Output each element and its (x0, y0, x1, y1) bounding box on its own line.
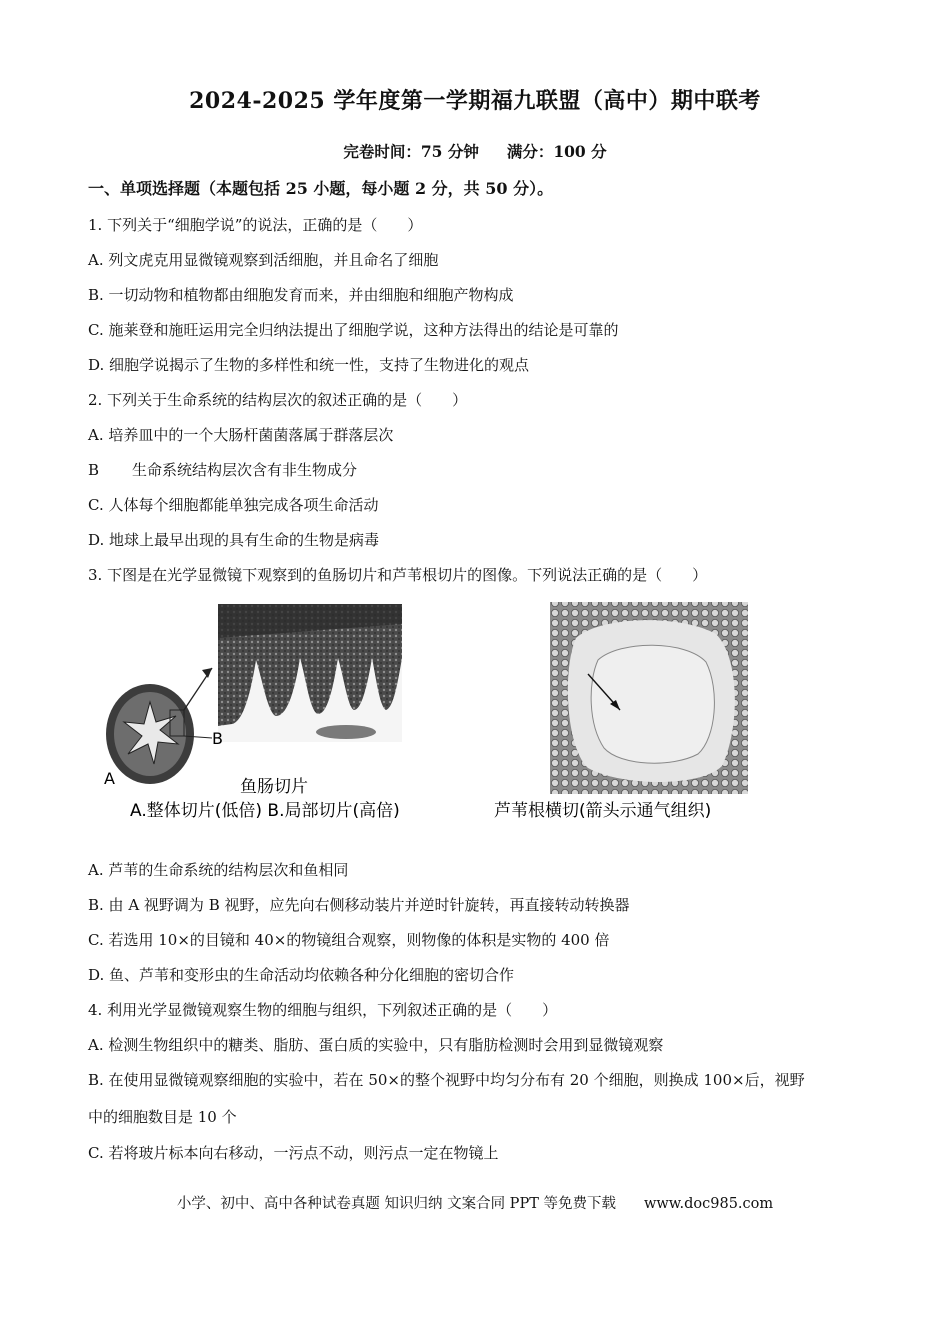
q2-option-d: D. 地球上最早出现的具有生命的生物是病毒 (88, 531, 380, 549)
q4-option-c: C. 若将玻片标本向右移动，一污点不动，则污点一定在物镜上 (88, 1144, 499, 1162)
fish-partial-section-image (218, 604, 402, 742)
q2-option-a: A. 培养皿中的一个大肠杆菌菌落属于群落层次 (88, 426, 394, 444)
q2-option-b-letter: B (88, 461, 100, 479)
label-b: B (212, 729, 223, 748)
q2-option-c: C. 人体每个细胞都能单独完成各项生命活动 (88, 496, 379, 514)
q3-option-b: B. 由 A 视野调为 B 视野，应先向右侧移动装片并逆时针旋转，再直接转动转换器 (88, 896, 630, 914)
q1-option-b: B. 一切动物和植物都由细胞发育而来，并由细胞和细胞产物构成 (88, 286, 514, 304)
page-footer (0, 1192, 950, 1213)
q4-stem: 4. 利用光学显微镜观察生物的细胞与组织，下列叙述正确的是（ ） (88, 1001, 558, 1019)
footer-text: 小学、初中、高中各种试卷真题 知识归纳 文案合同 PPT 等免费下载 (176, 1196, 616, 1212)
section-heading: 一、单项选择题（本题包括 25 小题，每小题 2 分，共 50 分）。 (88, 179, 554, 198)
arrow-head (202, 668, 212, 678)
q1-option-c: C. 施莱登和施旺运用完全归纳法提出了细胞学说，这种方法得出的结论是可靠的 (88, 321, 619, 339)
footer-url[interactable]: www.doc985.com (643, 1196, 774, 1212)
q3-stem: 3. 下图是在光学显微镜下观察到的鱼肠切片和芦苇根切片的图像。下列说法正确的是（ ） (88, 566, 708, 584)
q3-option-c: C. 若选用 10×的目镜和 40×的物镜组合观察，则物像的体积是实物的 400 倍 (88, 931, 610, 949)
reed-root-section-image (550, 602, 748, 794)
q2-stem: 2. 下列关于生命系统的结构层次的叙述正确的是（ ） (88, 391, 468, 409)
fish-whole-section-image (106, 684, 194, 784)
fish-caption: 鱼肠切片 (240, 777, 308, 797)
fish-subcaption: A.整体切片(低倍) B.局部切片(高倍) (130, 801, 400, 821)
q4-option-a: A. 检测生物组织中的糖类、脂肪、蛋白质的实验中，只有脂肪检测时会用到显微镜观察 (88, 1036, 664, 1054)
exam-score: 满分：100 分 (506, 142, 607, 161)
microscope-images (100, 598, 760, 838)
q3-figure (100, 598, 760, 838)
q1-option-d: D. 细胞学说揭示了生物的多样性和统一性，支持了生物进化的观点 (88, 356, 530, 374)
exam-info (0, 140, 950, 162)
q1-option-a: A. 列文虎克用显微镜观察到活细胞，并且命名了细胞 (88, 251, 439, 269)
q2-option-b (88, 459, 357, 480)
q4-option-b-line1: B. 在使用显微镜观察细胞的实验中，若在 50×的整个视野中均匀分布有 20 个细胞，则换成 100×后，视野 (88, 1071, 805, 1089)
page-title: 2024-2025 学年度第一学期福九联盟（高中）期中联考 (189, 88, 761, 114)
q3-option-d: D. 鱼、芦苇和变形虫的生命活动均依赖各种分化细胞的密切合作 (88, 966, 515, 984)
q4-option-b-line2: 中的细胞数目是 10 个 (88, 1108, 237, 1126)
q3-option-a: A. 芦苇的生命系统的结构层次和鱼相同 (88, 861, 349, 879)
q1-stem: 1. 下列关于“细胞学说”的说法，正确的是（ ） (88, 216, 423, 234)
reed-caption: 芦苇根横切(箭头示通气组织) (494, 801, 712, 821)
exam-time: 完卷时间：75 分钟 (343, 142, 479, 161)
q2-option-b-text: 生命系统结构层次含有非生物成分 (132, 461, 358, 479)
label-a: A (104, 769, 115, 788)
